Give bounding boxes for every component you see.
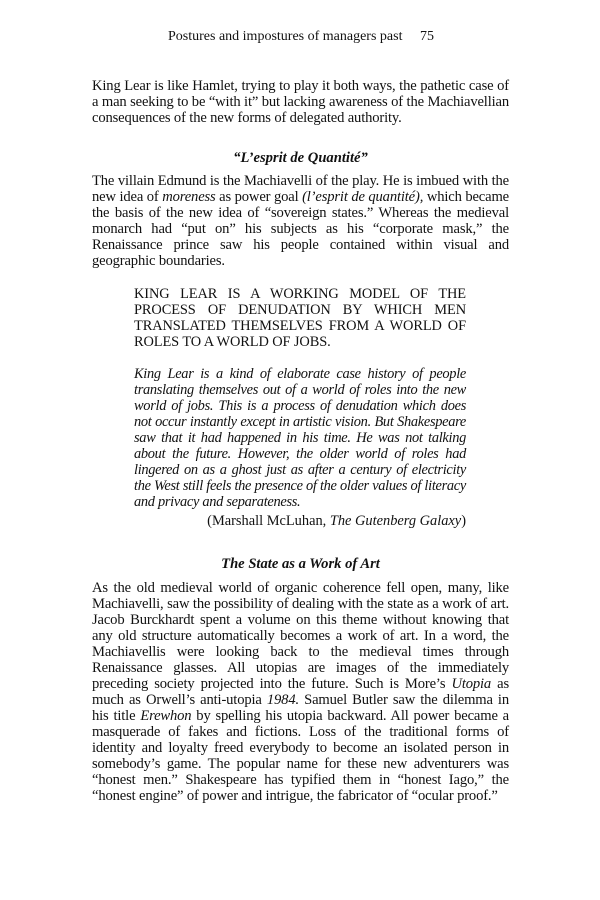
citation-author: (Marshall McLuhan, xyxy=(207,513,330,529)
state-art-paragraph xyxy=(92,580,509,804)
text-run: by spelling his utopia backward. All power became a masquerade of fakes and fictions. Loss of the traditional forms of identity and loyalty freed everybody to become an isolated person in somebody’s game. The popular name for these new adventurers was “honest men.” Shakespeare has typified them in “honest Iago,” the “honest engine” of power and intrigue, the fabricator of “ocular proof.” xyxy=(92,708,509,804)
paragraph-text xyxy=(92,580,509,804)
edmund-paragraph xyxy=(92,173,509,269)
paragraph-text xyxy=(92,173,509,269)
text-run: The villain Edmund is the Machiavelli of the play. He is imbued with the new idea of xyxy=(92,173,509,205)
italic-run: Utopia xyxy=(451,676,492,692)
text-run: As the old medieval world of organic coherence fell open, many, like Machiavelli, saw the possibility of dealing with the state as a work of art. Jacob Burckhardt spent a volume on this theme without knowing that any old structure automatically becomes a work of art. In a word, the Machiavellis were looking back to the medieval times through Renaissance glasses. All utopias are images of the immediately preceding society projected into the future. Such is More’s xyxy=(92,580,509,692)
quote-italic-text: King Lear is a kind of elaborate case history of people translating themselves out of a world of roles into the new world of jobs. This is a process of denudation which does not occur instantly except in artistic vision. But Shakespeare saw that it had happened in his time. He was not talking about the future. However, the older world of roles had lingered on as a ghost just as after a century of electricity the West still feels the presence of the older values of literacy and privacy and separateness. xyxy=(134,366,466,510)
quote-citation xyxy=(134,513,466,529)
italic-run: 1984. xyxy=(266,692,299,708)
text-run: Samuel Butler saw the dilemma in his title xyxy=(92,692,509,724)
running-header xyxy=(168,29,434,45)
citation-title: The Gutenberg Galaxy xyxy=(329,513,462,529)
intro-paragraph xyxy=(92,78,509,126)
text-run: as power goal xyxy=(215,189,303,205)
citation-close: ) xyxy=(461,513,466,529)
text-run: as much as Orwell’s anti-utopia xyxy=(92,676,510,708)
page-number: 75 xyxy=(419,29,434,44)
running-title: Postures and impostures of managers past xyxy=(168,29,403,44)
block-quote-caps xyxy=(134,286,466,350)
italic-run: moreness xyxy=(162,189,216,205)
text-run: which became the basis of the new idea of “sovereign states.” Whereas the medieval monarch had “put on” his subjects as his “corporate mask,” the Renaissance prince saw his people contained within visual and geographic boundaries. xyxy=(92,189,509,269)
section-heading-esprit: “L’esprit de Quantité” xyxy=(233,150,368,166)
italic-run: Erewhon xyxy=(140,708,192,724)
block-quote-italic xyxy=(134,366,466,510)
paragraph-text: King Lear is like Hamlet, trying to play it both ways, the pathetic case of a man seeking to be “with it” but lacking awareness of the Machiavellian consequences of the new forms of delegated authority. xyxy=(92,78,509,126)
italic-run: (l’esprit de quantité), xyxy=(302,189,424,205)
section-heading-state-art: The State as a Work of Art xyxy=(221,556,380,572)
quote-caps-text: KING LEAR IS A WORKING MODEL OF THE PROCESS OF DENUDATION BY WHICH MEN TRANSLATED THEMSELVES FROM A WORLD OF ROLES TO A WORLD OF JOBS. xyxy=(134,286,466,350)
